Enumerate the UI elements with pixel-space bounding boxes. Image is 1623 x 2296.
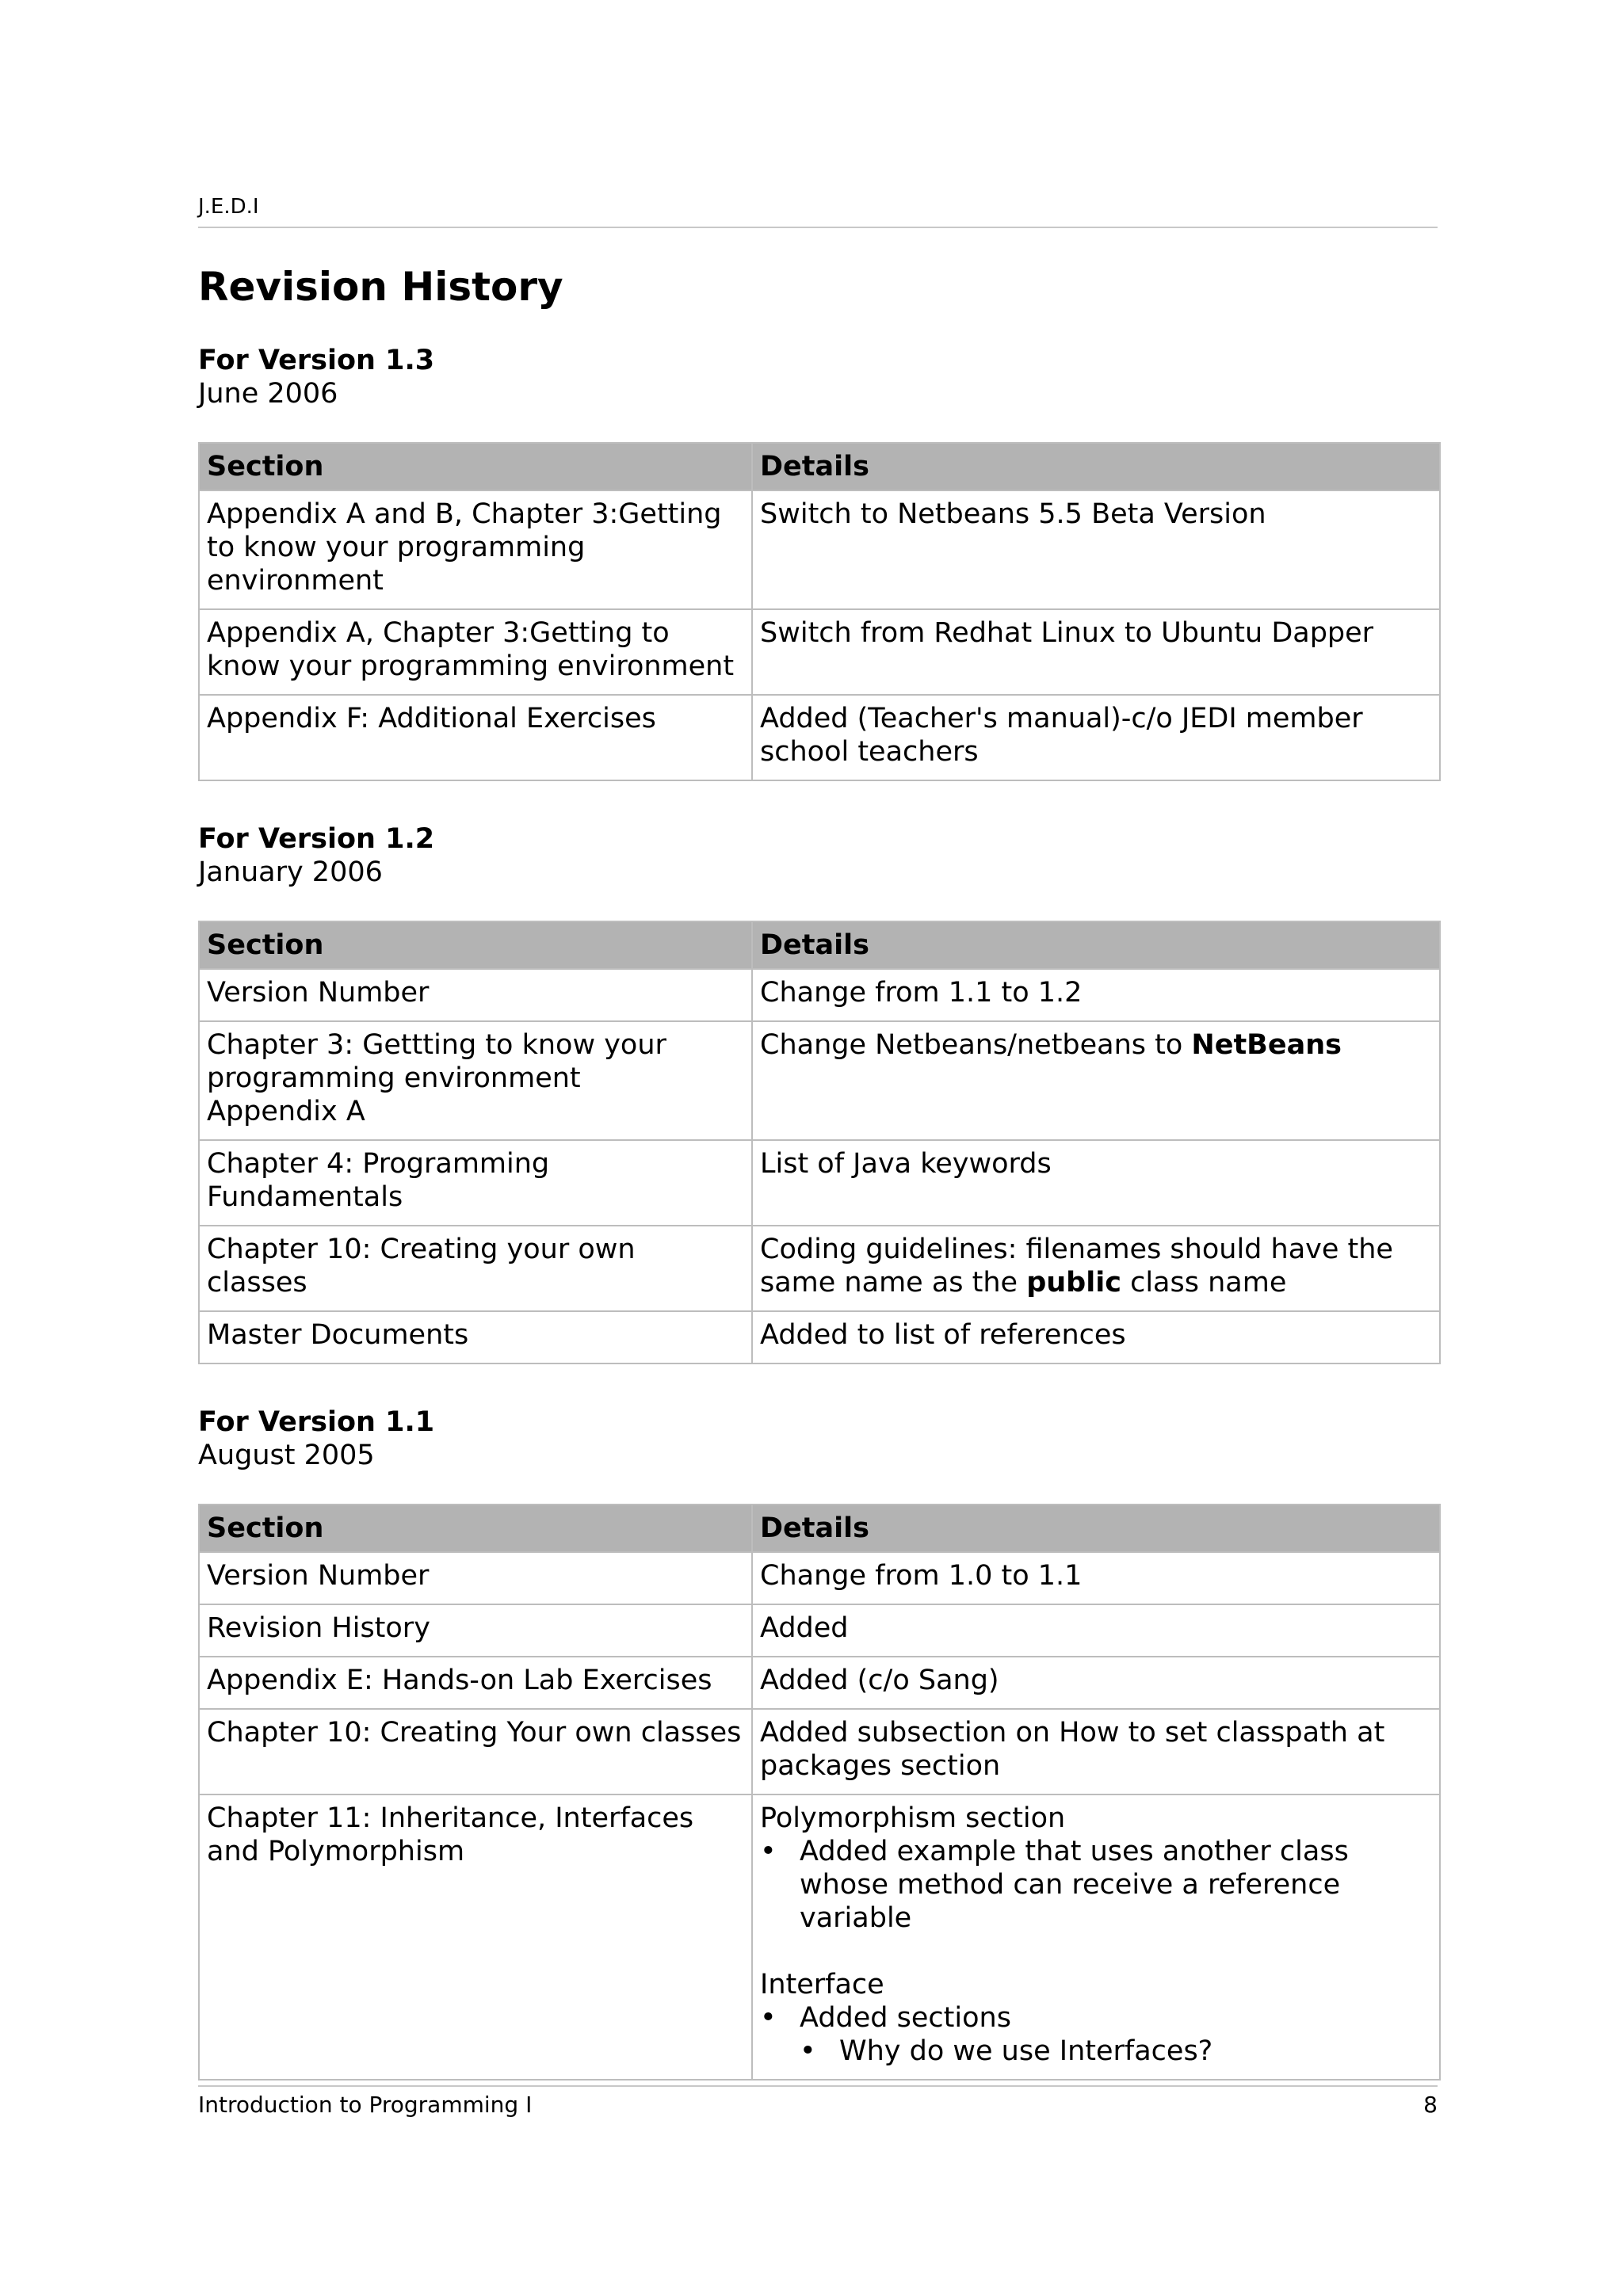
details-cell	[752, 1021, 1440, 1140]
page-header	[198, 195, 1438, 228]
details-bold-text: NetBeans	[1191, 1029, 1342, 1061]
details-cell	[752, 1226, 1440, 1311]
table-row	[199, 1311, 1440, 1363]
section-cell: Revision History	[199, 1604, 752, 1657]
table-row	[199, 1657, 1440, 1709]
bullet-item: • Added sections	[760, 2001, 1432, 2035]
section-cell: Master Documents	[199, 1311, 752, 1363]
table-row	[199, 1709, 1440, 1794]
bullet-item: • Added example that uses another class whose method can receive a reference variable	[760, 1835, 1432, 1935]
details-cell: List of Java keywords	[752, 1140, 1440, 1226]
table-row	[199, 1226, 1440, 1311]
details-cell: Change from 1.1 to 1.2	[752, 969, 1440, 1021]
details-cell: Change from 1.0 to 1.1	[752, 1552, 1440, 1604]
version-1-2-section	[198, 822, 1438, 1364]
page-footer	[198, 2085, 1438, 2119]
version-1-1-section	[198, 1405, 1438, 2081]
section-cell: Chapter 10: Creating Your own classes	[199, 1709, 752, 1794]
details-cell: Added (Teacher's manual)-c/o JEDI member school teachers	[752, 695, 1440, 780]
section-cell: Chapter 11: Inheritance, Interfaces and Polymorphism	[199, 1794, 752, 2080]
version-heading: For Version 1.2	[198, 823, 435, 855]
section-cell: Appendix A, Chapter 3:Getting to know your programming environment	[199, 609, 752, 695]
version-heading: For Version 1.1	[198, 1406, 435, 1438]
column-header-section: Section	[199, 1505, 752, 1552]
section-line: Chapter 3: Gettting to know your programming environment	[207, 1029, 666, 1094]
section-cell: Appendix F: Additional Exercises	[199, 695, 752, 780]
details-text: Change Netbeans/netbeans to	[760, 1029, 1192, 1061]
version-heading: For Version 1.3	[198, 345, 435, 376]
version-1-3-section	[198, 344, 1438, 781]
revision-table-1-1	[198, 1504, 1441, 2081]
page-number: 8	[1423, 2092, 1438, 2118]
table-header-row	[199, 1505, 1440, 1552]
table-row	[199, 1604, 1440, 1657]
column-header-details: Details	[752, 443, 1440, 490]
details-cell	[752, 1794, 1440, 2080]
spacer	[760, 1935, 1432, 1968]
details-bold-text: public	[1026, 1267, 1121, 1299]
details-cell: Switch from Redhat Linux to Ubuntu Dapper	[752, 609, 1440, 695]
table-row	[199, 1140, 1440, 1226]
table-row	[199, 1794, 1440, 2080]
details-text: Coding guidelines: filenames should have the same name as the	[760, 1234, 1393, 1299]
page-title: Revision History	[198, 264, 563, 310]
table-row	[199, 490, 1440, 609]
section-cell: Appendix E: Hands-on Lab Exercises	[199, 1657, 752, 1709]
section-cell	[199, 1021, 752, 1140]
column-header-section: Section	[199, 921, 752, 969]
header-text: J.E.D.I	[198, 195, 259, 219]
details-cell: Added (c/o Sang)	[752, 1657, 1440, 1709]
section-line: Appendix A	[207, 1096, 365, 1127]
column-header-details: Details	[752, 921, 1440, 969]
details-cell: Added to list of references	[752, 1311, 1440, 1363]
section-cell: Version Number	[199, 1552, 752, 1604]
version-date: January 2006	[198, 856, 383, 888]
version-date: June 2006	[198, 378, 338, 410]
section-cell: Version Number	[199, 969, 752, 1021]
column-header-details: Details	[752, 1505, 1440, 1552]
table-row	[199, 609, 1440, 695]
column-header-section: Section	[199, 443, 752, 490]
details-text: class name	[1121, 1267, 1287, 1299]
table-row	[199, 695, 1440, 780]
table-row	[199, 1552, 1440, 1604]
version-date: August 2005	[198, 1440, 375, 1471]
footer-text: Introduction to Programming I	[198, 2092, 533, 2118]
table-row	[199, 1021, 1440, 1140]
sub-bullet-item: • Why do we use Interfaces?	[760, 2035, 1432, 2068]
section-cell: Chapter 10: Creating your own classes	[199, 1226, 752, 1311]
section-cell: Chapter 4: Programming Fundamentals	[199, 1140, 752, 1226]
section-cell: Appendix A and B, Chapter 3:Getting to know your programming environment	[199, 490, 752, 609]
document-body	[198, 261, 1438, 2122]
table-header-row	[199, 921, 1440, 969]
details-subtitle: Polymorphism section	[760, 1802, 1066, 1834]
details-cell: Switch to Netbeans 5.5 Beta Version	[752, 490, 1440, 609]
details-cell: Added subsection on How to set classpath at packages section	[752, 1709, 1440, 1794]
revision-table-1-3	[198, 442, 1441, 781]
table-row	[199, 969, 1440, 1021]
table-header-row	[199, 443, 1440, 490]
revision-table-1-2	[198, 921, 1441, 1364]
details-cell: Added	[752, 1604, 1440, 1657]
details-subtitle: Interface	[760, 1969, 884, 2000]
